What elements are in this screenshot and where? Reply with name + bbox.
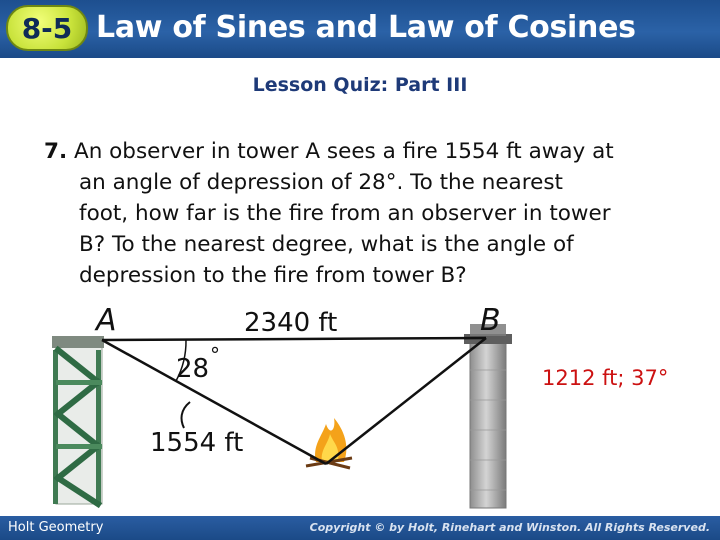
angle-degree-mark: ° bbox=[210, 343, 220, 367]
tower-b-illustration bbox=[464, 324, 512, 508]
lesson-title: Law of Sines and Law of Cosines bbox=[96, 10, 636, 45]
problem-line-1: 7. An observer in tower A sees a fire 1554 ft away at bbox=[44, 139, 614, 164]
distance-ab-label: 2340 ft bbox=[244, 308, 338, 338]
line-a-to-b bbox=[102, 338, 486, 340]
line-b-to-fire bbox=[326, 338, 486, 464]
quiz-subtitle: Lesson Quiz: Part III bbox=[252, 74, 468, 96]
answer-text: 1212 ft; 37° bbox=[542, 366, 669, 390]
distance-fire-label: 1554 ft bbox=[150, 428, 244, 458]
side-length-marker bbox=[182, 402, 190, 428]
problem-line-4: B? To the nearest degree, what is the angle of bbox=[79, 232, 574, 257]
problem-line-5: depression to the fire from tower B? bbox=[79, 263, 467, 288]
problem-line-2: an angle of depression of 28°. To the nearest bbox=[79, 170, 563, 195]
angle-label: 28 bbox=[176, 354, 210, 384]
label-a: A bbox=[96, 303, 117, 338]
footer-publisher: Holt Geometry bbox=[8, 520, 104, 535]
label-b: B bbox=[480, 303, 501, 338]
lesson-number: 8-5 bbox=[21, 11, 73, 45]
footer-bar bbox=[0, 516, 720, 540]
problem-number: 7. bbox=[44, 139, 68, 164]
tower-a-illustration bbox=[52, 336, 104, 504]
footer-copyright: Copyright © by Holt, Rinehart and Winston. All Rights Reserved. bbox=[309, 521, 710, 534]
problem-line-3: foot, how far is the fire from an observer in tower bbox=[79, 201, 611, 226]
